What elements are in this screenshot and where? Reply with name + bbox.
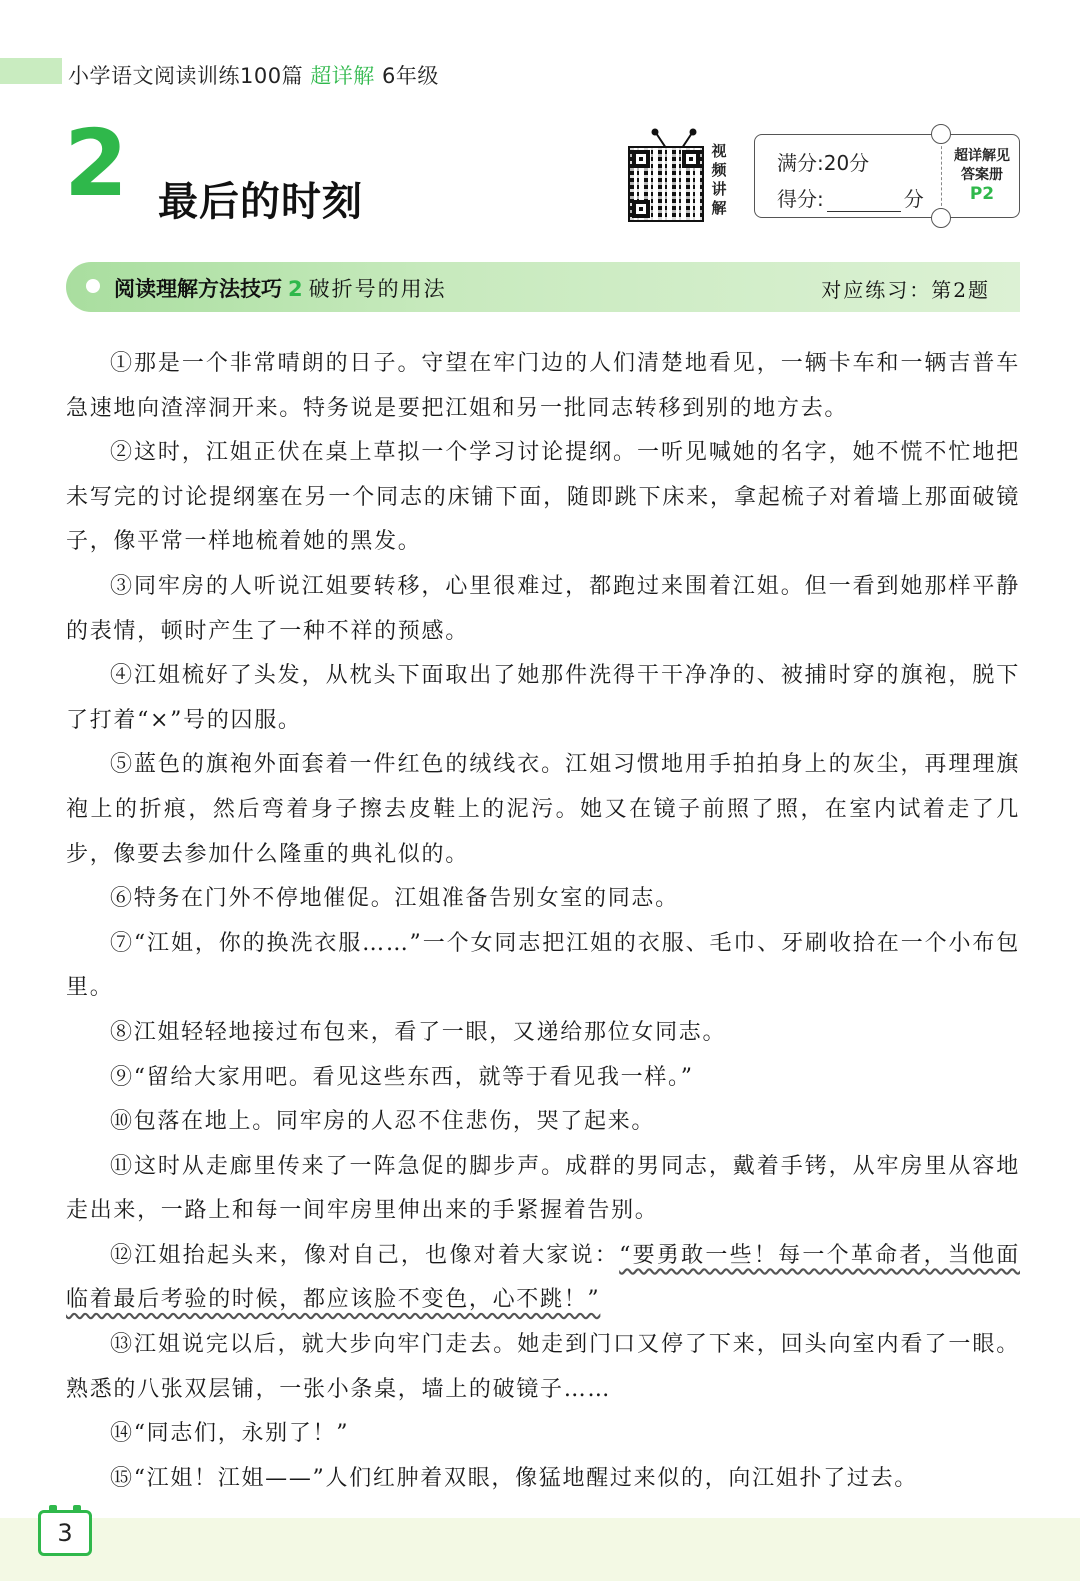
antenna-icon	[644, 128, 704, 148]
series-highlight: 超详解	[310, 64, 375, 88]
method-number: 2	[288, 277, 303, 301]
paragraph-3: ③同牢房的人听说江姐要转移，心里很难过，都跑过来围着江姐。但一看到她那样平静的表情，顿时产生了一种不祥的预感。	[66, 573, 1020, 644]
paragraph-12-underlined-quote: “要勇敢一些！每一个革命者，当他面临着最后考验的时候，都应该脸不变色，心不跳！”	[66, 1242, 1020, 1313]
answer-reference	[945, 147, 1019, 204]
ticket-notch-bottom	[931, 208, 951, 228]
score-field	[777, 183, 924, 212]
reading-passage	[66, 342, 1020, 1501]
series-title: 小学语文阅读训练100篇	[68, 64, 304, 88]
score-unit: 分	[903, 187, 924, 211]
paragraph-12-intro: ⑫江姐抬起头来，像对自己，也像对着大家说：	[110, 1242, 620, 1268]
header-accent-bar	[0, 58, 62, 84]
practice-reference: 对应练习：第2题	[821, 278, 990, 302]
paragraph-4: ④江姐梳好了头发，从枕头下面取出了她那件洗得干干净净的、被捕时穿的旗袍，脱下了打着“×”号的囚服。	[66, 663, 1020, 733]
paragraph-10: ⑩包落在地上。同牢房的人忍不住悲伤，哭了起来。	[110, 1109, 656, 1135]
paragraph-1: ①那是一个非常晴朗的日子。守望在牢门边的人们清楚地看见，一辆卡车和一辆吉普车急速地向渣滓洞开来。特务说是要把江姐和另一批同志转移到别的地方去。	[66, 351, 1020, 421]
paragraph-9: ⑨“留给大家用吧。看见这些东西，就等于看见我一样。”	[110, 1064, 694, 1090]
ticket-notch-top	[931, 124, 951, 144]
method-description: 破折号的用法	[308, 277, 447, 301]
full-score: 满分:20分	[777, 151, 870, 175]
method-banner	[66, 262, 1020, 312]
page-number: 3	[38, 1510, 92, 1556]
score-divider	[941, 141, 942, 211]
answer-ref-line1: 超详解见	[954, 148, 1010, 164]
video-qr-code[interactable]	[628, 128, 732, 224]
paragraph-15: ⑮“江姐！江姐——”人们红肿着双眼，像猛地醒过来似的，向江姐扑了过去。	[110, 1465, 918, 1491]
method-title: 阅读理解方法技巧	[114, 277, 282, 301]
method-heading	[114, 273, 447, 303]
grade-label: 6年级	[381, 64, 439, 88]
lesson-number: 2	[64, 110, 129, 217]
score-card	[754, 134, 1020, 218]
paragraph-5: ⑤蓝色的旗袍外面套着一件红色的绒线衣。江姐习惯地用手拍拍身上的灰尘，再理理旗袍上的折痕，然后弯着身子擦去皮鞋上的泥污。她又在镜子前照了照，在室内试着走了几步，像要去参加什么隆重的典礼似的。	[66, 752, 1020, 867]
score-got-label: 得分:	[777, 187, 824, 211]
answer-ref-page: P2	[969, 184, 995, 204]
paragraph-14: ⑭“同志们，永别了！”	[110, 1421, 350, 1447]
paragraph-12	[66, 1234, 1020, 1323]
score-blank[interactable]	[827, 193, 901, 212]
paragraph-2: ②这时，江姐正伏在桌上草拟一个学习讨论提纲。一听见喊她的名字，她不慌不忙地把未写完的讨论提纲塞在另一个同志的床铺下面，随即跳下床来，拿起梳子对着墙上那面破镜子，像平常一样地梳着她的黑发。	[66, 440, 1020, 555]
book-header	[68, 60, 439, 90]
qr-label: 视频讲解	[711, 142, 727, 217]
footer-band	[0, 1518, 1080, 1581]
paragraph-11: ⑪这时从走廊里传来了一阵急促的脚步声。成群的男同志，戴着手铐，从牢房里从容地走出来，一路上和每一间牢房里伸出来的手紧握着告别。	[66, 1153, 1020, 1224]
lesson-title: 最后的时刻	[158, 179, 363, 225]
paragraph-13: ⑬江姐说完以后，就大步向牢门走去。她走到门口又停了下来，回头向室内看了一眼。熟悉的八张双层铺，一张小条桌，墙上的破镜子……	[66, 1332, 1020, 1402]
paragraph-7: ⑦“江姐，你的换洗衣服……”一个女同志把江姐的衣服、毛巾、牙刷收拾在一个小布包里。	[66, 930, 1020, 1001]
qr-code-icon	[628, 146, 704, 222]
paragraph-6: ⑥特务在门外不停地催促。江姐准备告别女室的同志。	[110, 886, 679, 912]
paragraph-8: ⑧江姐轻轻地接过布包来，看了一眼，又递给那位女同志。	[110, 1019, 727, 1045]
answer-ref-line2: 答案册	[961, 167, 1003, 183]
bullet-dot-icon	[86, 279, 100, 293]
